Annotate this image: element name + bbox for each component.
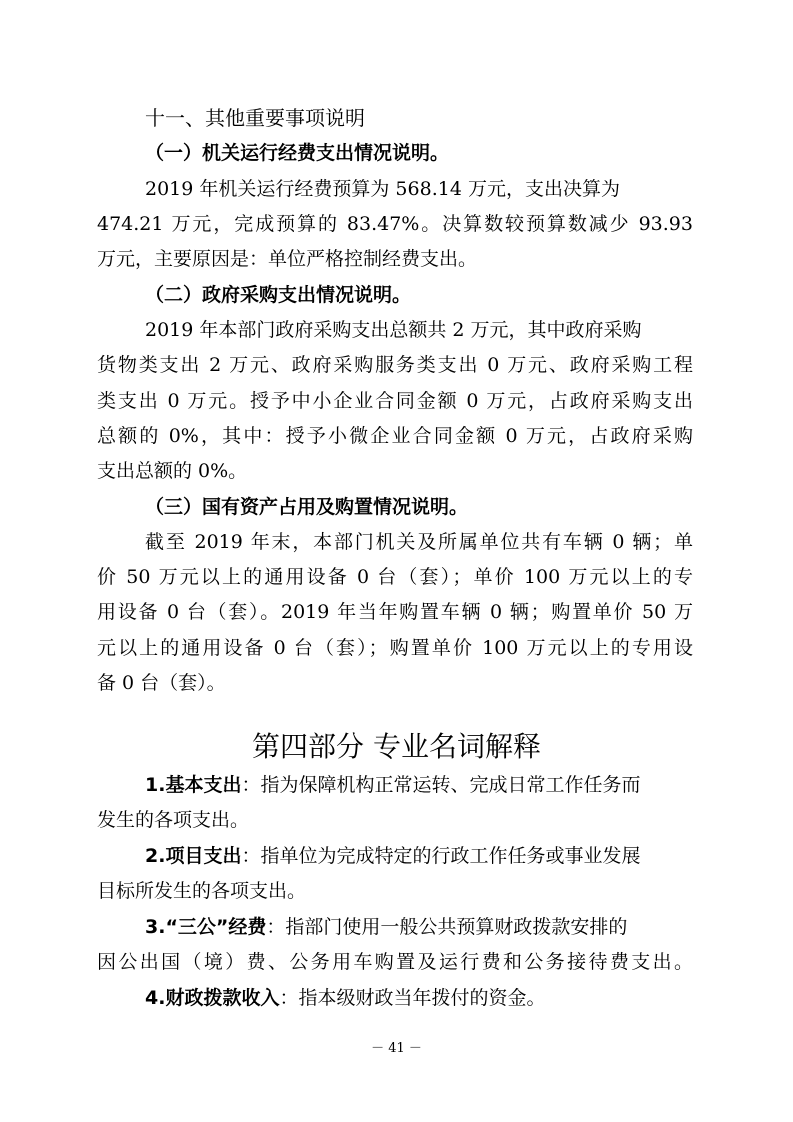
term-item-3 — [145, 914, 627, 940]
section-heading: 十一、其他重要事项说明 — [145, 106, 365, 130]
sub1-line-3: 万元，主要原因是：单位严格控制经费支出。 — [97, 248, 478, 270]
term-item-1 — [145, 772, 640, 798]
sub1-line-2: 474.21 万元，完成预算的 83.47%。决算数较预算数减少 93.93 — [97, 213, 693, 235]
term-2-text: ：指单位为完成特定的行政工作任务或事业发展 — [241, 845, 641, 867]
sub3-line-2: 价 50 万元以上的通用设备 0 台（套）；单价 100 万元以上的专 — [97, 566, 693, 588]
term-item-2 — [145, 843, 640, 869]
term-3-name: 3.“三公”经费 — [145, 916, 267, 938]
sub2-line-3: 类支出 0 万元。授予中小企业合同金额 0 万元，占政府采购支出 — [97, 390, 693, 412]
subsection-1-title: （一）机关运行经费支出情况说明。 — [145, 142, 450, 164]
term-3-text: ：指部门使用一般公共预算财政拨款安排的 — [266, 916, 628, 938]
term-4-name: 4.财政拨款收入 — [145, 987, 280, 1009]
page-number: － 41 － — [371, 1041, 422, 1056]
sub2-line-4: 总额的 0%，其中：授予小微企业合同金额 0 万元，占政府采购 — [97, 425, 693, 447]
term-3-text-cont: 因公出国（境）费、公务用车购置及运行费和公务接待费支出。 — [97, 951, 693, 973]
sub3-line-4: 元以上的通用设备 0 台（套）；购置单价 100 万元以上的专用设 — [97, 637, 693, 659]
sub3-line-3: 用设备 0 台（套）。2019 年当年购置车辆 0 辆；购置单价 50 万 — [97, 601, 693, 623]
term-2-name: 2.项目支出 — [145, 845, 242, 867]
term-4-text: ：指本级财政当年拨付的资金。 — [279, 987, 546, 1009]
part-four-title: 第四部分 专业名词解释 — [252, 730, 541, 763]
sub3-line-1: 截至 2019 年末，本部门机关及所属单位共有车辆 0 辆；单 — [145, 531, 693, 553]
subsection-2-title: （二）政府采购支出情况说明。 — [145, 284, 412, 306]
term-1-name: 1.基本支出 — [145, 774, 242, 796]
sub2-line-5: 支出总额的 0%。 — [97, 460, 248, 482]
sub2-line-2: 货物类支出 2 万元、政府采购服务类支出 0 万元、政府采购工程 — [97, 354, 693, 376]
sub1-line-1: 2019 年机关运行经费预算为 568.14 万元，支出决算为 — [145, 178, 620, 200]
sub3-line-5: 备 0 台（套）。 — [97, 672, 226, 694]
term-1-text: ：指为保障机构正常运转、完成日常工作任务而 — [241, 774, 641, 796]
sub2-line-1: 2019 年本部门政府采购支出总额共 2 万元，其中政府采购 — [145, 319, 642, 341]
term-1-text-cont: 发生的各项支出。 — [97, 809, 250, 831]
subsection-3-title: （三）国有资产占用及购置情况说明。 — [145, 496, 469, 518]
term-2-text-cont: 目标所发生的各项支出。 — [97, 880, 307, 902]
term-item-4 — [145, 985, 545, 1011]
